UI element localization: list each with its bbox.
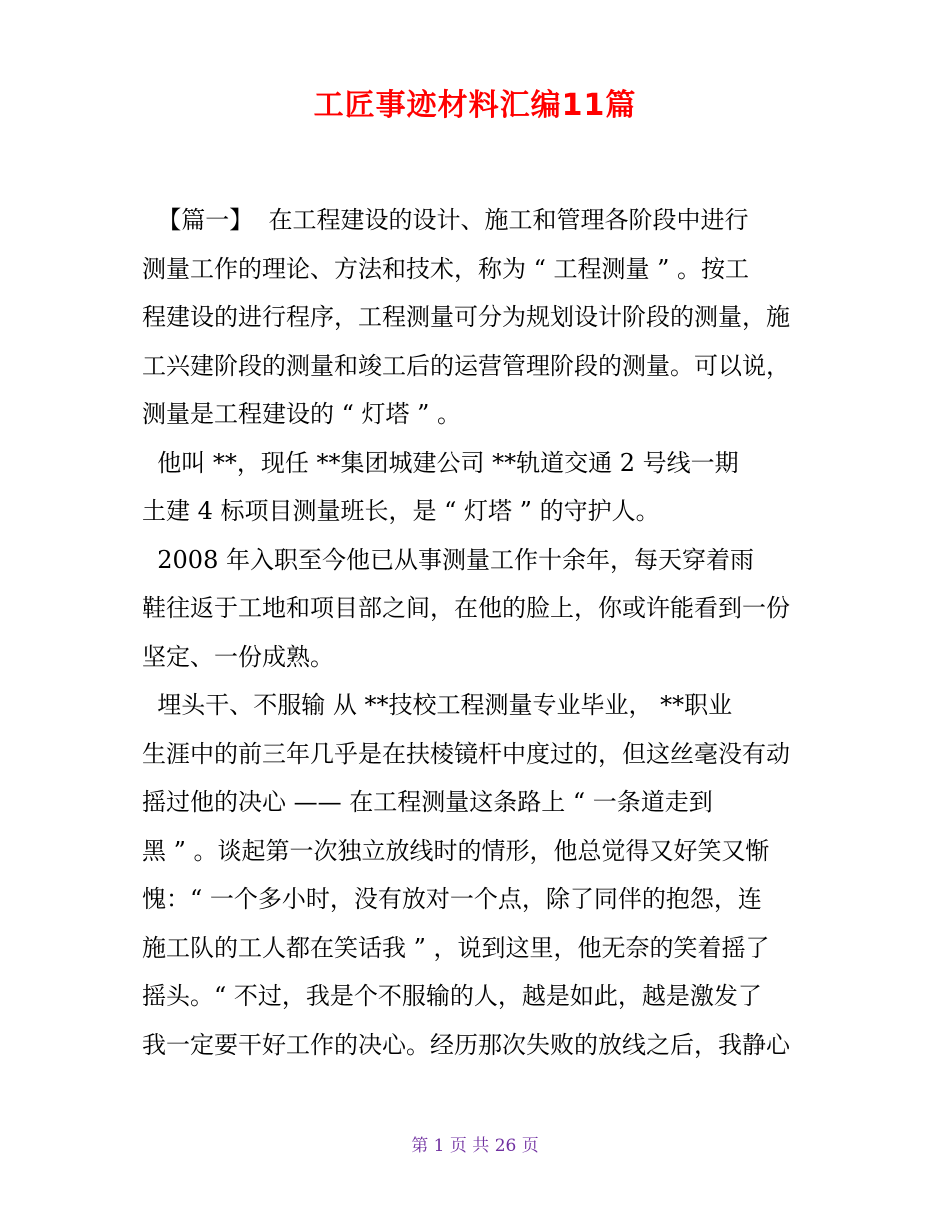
body-line: 工兴建阶段的测量和竣工后的运营管理阶段的测量。可以说， [142,351,790,380]
body-line: 愧：“ 一个多小时，没有放对一个点，除了同伴的抱怨，连 [142,885,762,913]
body-line: 摇过他的决心 —— 在工程测量这条路上 “ 一条道走到 [142,788,713,816]
body-line: 2008 年入职至今他已从事测量工作十余年，每天穿着雨 [142,545,754,574]
page-footer: 第 1 页 共 26 页 [411,1136,539,1156]
body-line: 测量是工程建设的 “ 灯塔 ” 。 [142,400,462,428]
body-line: 程建设的进行程序，工程测量可分为规划设计阶段的测量，施 [142,303,790,331]
body-line: 埋头干、不服输 从 **技校工程测量专业毕业， **职业 [142,691,733,719]
body-line: 黑 ” 。谈起第一次独立放线时的情形，他总觉得又好笑又惭 [142,836,770,865]
body-line: 坚定、一份成熟。 [142,642,334,671]
body-line: 【篇一】 在工程建设的设计、施工和管理各阶段中进行 [142,206,749,234]
body-line: 生涯中的前三年几乎是在扶棱镜杆中度过的，但这丝毫没有动 [142,739,790,768]
body-line: 摇头。“ 不过，我是个不服输的人，越是如此，越是激发了 [142,982,762,1010]
body-line: 我一定要干好工作的决心。经历那次失败的放线之后，我静心 [142,1030,790,1059]
document-body [142,196,810,1069]
body-line: 土建 4 标项目测量班长，是 “ 灯塔 ” 的守护人。 [142,497,660,525]
body-line: 鞋往返于工地和项目部之间，在他的脸上，你或许能看到一份 [142,594,790,622]
body-line: 测量工作的理论、方法和技术，称为 “ 工程测量 ” 。按工 [142,254,750,283]
document-title: 工匠事迹材料汇编11篇 [313,88,637,123]
body-line: 他叫 **，现任 **集团城建公司 **轨道交通 2 号线一期 [142,448,739,477]
body-line: 施工队的工人都在笑话我 ” ，说到这里，他无奈的笑着摇了 [142,933,770,962]
